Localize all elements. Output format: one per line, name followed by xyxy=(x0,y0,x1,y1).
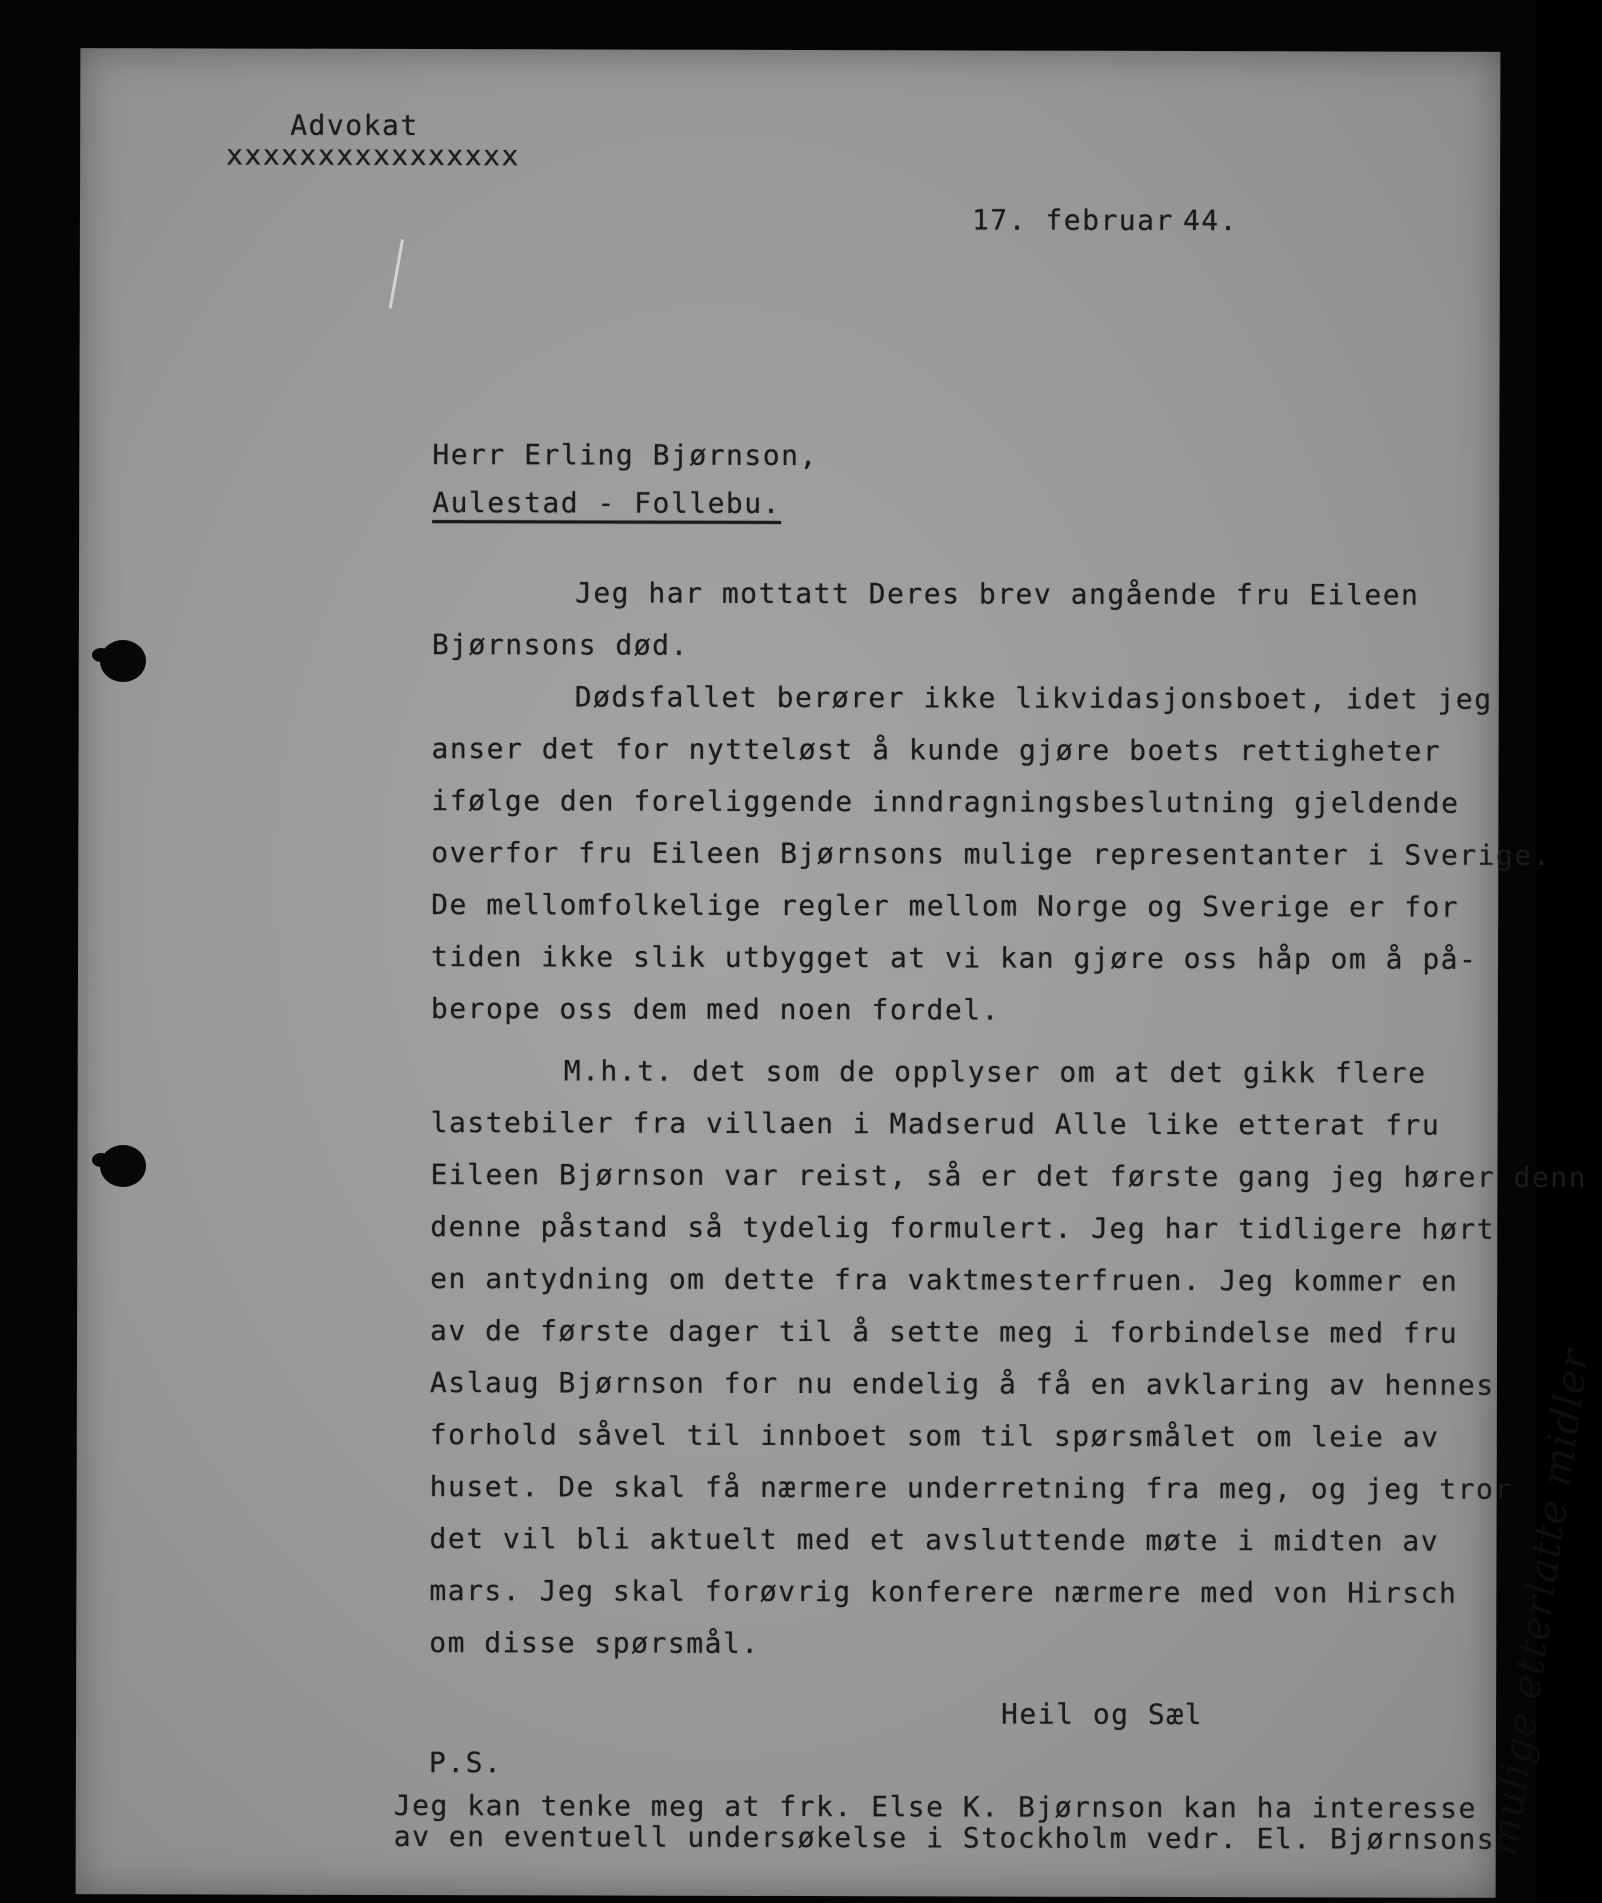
body-line: denne påstand så tydelig formulert. Jeg har tidligere hørt xyxy=(430,1210,1496,1246)
scan-scratch xyxy=(389,239,404,308)
body-line: anser det for nytteløst å kunde gjøre boets rettigheter xyxy=(431,732,1442,768)
body-line: forhold såvel til innboet som til spørsmålet om leie av xyxy=(429,1418,1440,1454)
body-line: ifølge den foreliggende inndragningsbeslutning gjeldende xyxy=(431,784,1460,820)
postscript-line: Jeg kan tenke meg at frk. Else K. Bjørnson kan ha interesse xyxy=(393,1788,1477,1825)
paper-sheet xyxy=(76,48,1599,1898)
body-line: M.h.t. det som de opplyser om at det gikk flere xyxy=(563,1054,1427,1090)
body-line: huset. De skal få nærmere underretning fra meg, og jeg tror xyxy=(429,1470,1513,1506)
punch-hole xyxy=(100,1145,146,1187)
body-line: det vil bli aktuelt med et avsluttende møte i midten av xyxy=(429,1522,1440,1558)
body-line: Dødsfallet berører ikke likvidasjonsboet, idet jeg xyxy=(574,680,1493,716)
body-line: berope oss dem med noen fordel. xyxy=(430,992,1001,1027)
body-line: overfor fru Eileen Bjørnsons mulige representanter i Sverige. xyxy=(431,836,1552,872)
handwritten-margin-note: mulige etterlatte midler xyxy=(1480,1345,1599,1859)
closing-salutation: Heil og Sæl xyxy=(1001,1697,1204,1732)
letterhead-title: Advokat xyxy=(290,108,419,143)
body-line: Aslaug Bjørnson for nu endelig å få en avklaring av hennes xyxy=(429,1366,1495,1402)
body-line: De mellomfolkelige regler mellom Norge og Sverige er for xyxy=(431,888,1460,924)
postscript-label: P.S. xyxy=(428,1746,503,1780)
letter-year: 44. xyxy=(1182,204,1239,238)
body-line: tiden ikke slik utbygget at vi kan gjøre oss håp om å på- xyxy=(430,940,1478,976)
body-line: Jeg har mottatt Deres brev angående fru Eileen xyxy=(574,576,1420,612)
body-line: en antydning om dette fra vaktmesterfruen. Jeg kommer en xyxy=(430,1262,1459,1298)
body-line: mars. Jeg skal forøvrig konferere nærmere med von Hirsch xyxy=(429,1574,1458,1610)
punch-hole xyxy=(100,640,146,682)
body-line: Bjørnsons død. xyxy=(431,628,689,662)
body-line: om disse spørsmål. xyxy=(429,1626,760,1660)
letter-date: 17. februar xyxy=(971,203,1174,238)
body-line: Eileen Bjørnson var reist, så er det første gang jeg hører denn xyxy=(430,1158,1588,1195)
body-line: av de første dager til å sette meg i forbindelse med fru xyxy=(430,1314,1459,1350)
recipient-address: Aulestad - Follebu. xyxy=(432,486,782,520)
recipient-name: Herr Erling Bjørnson, xyxy=(432,438,818,473)
letterhead-struck-text: xxxxxxxxxxxxxxxx xyxy=(226,138,520,173)
postscript-line: av en eventuell undersøkelse i Stockholm vedr. El. Bjørnsons xyxy=(393,1819,1496,1856)
body-line: lastebiler fra villaen i Madserud Alle like etterat fru xyxy=(430,1106,1441,1142)
